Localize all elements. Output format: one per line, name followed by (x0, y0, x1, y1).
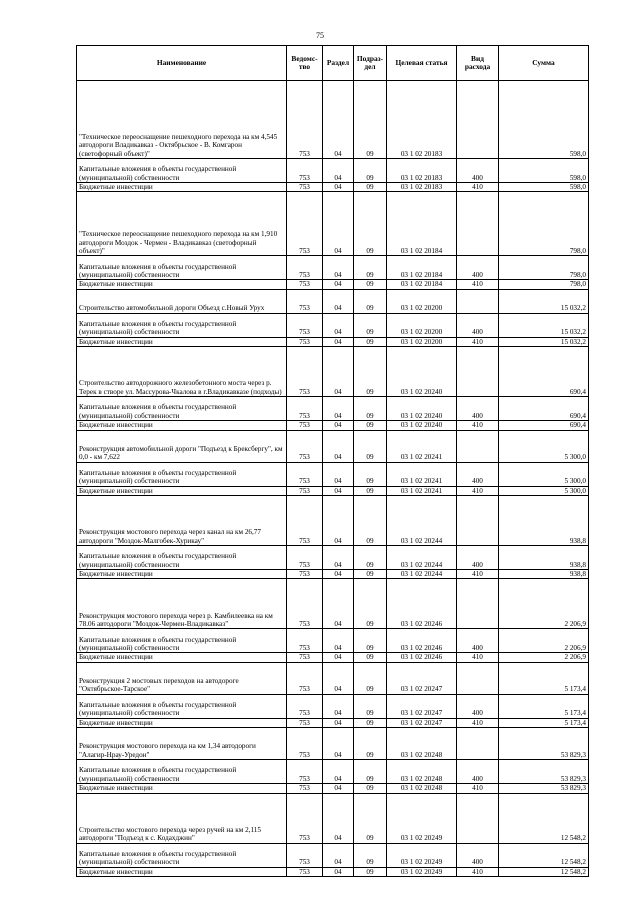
budget-table (76, 45, 589, 877)
row-name: Бюджетные инвестиции (77, 183, 287, 192)
table-row (77, 183, 589, 192)
row-target: 03 1 02 20183 (387, 81, 457, 159)
row-section: 04 (323, 421, 354, 430)
row-sum: 798,0 (499, 280, 589, 289)
row-section: 04 (323, 486, 354, 495)
row-sum: 798,0 (499, 256, 589, 280)
row-dept: 753 (287, 843, 323, 867)
row-sum: 798,0 (499, 192, 589, 256)
row-target: 03 1 02 20200 (387, 289, 457, 313)
row-section: 04 (323, 579, 354, 629)
row-section: 04 (323, 843, 354, 867)
table-row (77, 843, 589, 867)
row-target: 03 1 02 20184 (387, 192, 457, 256)
table-row (77, 867, 589, 876)
row-name: Бюджетные инвестиции (77, 784, 287, 793)
row-subsection: 09 (354, 183, 387, 192)
row-dept: 753 (287, 653, 323, 662)
row-section: 04 (323, 192, 354, 256)
row-target: 03 1 02 20248 (387, 760, 457, 784)
row-sum: 938,8 (499, 570, 589, 579)
row-expense-type (457, 793, 499, 843)
row-name: Бюджетные инвестиции (77, 486, 287, 495)
table-row (77, 546, 589, 570)
table-row (77, 784, 589, 793)
row-sum: 598,0 (499, 183, 589, 192)
row-dept: 753 (287, 629, 323, 653)
row-dept: 753 (287, 662, 323, 694)
row-section: 04 (323, 629, 354, 653)
row-sum: 598,0 (499, 159, 589, 183)
row-dept: 753 (287, 867, 323, 876)
row-subsection: 09 (354, 793, 387, 843)
row-expense-type: 400 (457, 760, 499, 784)
row-name: Бюджетные инвестиции (77, 653, 287, 662)
header-target: Целевая статья (387, 46, 457, 81)
table-row (77, 496, 589, 546)
row-name: Строительство мостового перехода через ручей на км 2,115 автодороги "Подъезд к с. Кодахджин" (77, 793, 287, 843)
table-row (77, 653, 589, 662)
table-row (77, 728, 589, 760)
row-target: 03 1 02 20241 (387, 462, 457, 486)
row-name: Капитальные вложения в объекты государственной (муниципальной) собственности (77, 159, 287, 183)
row-sum: 2 206,9 (499, 579, 589, 629)
row-section: 04 (323, 662, 354, 694)
table-row (77, 192, 589, 256)
table-row (77, 280, 589, 289)
table-row (77, 570, 589, 579)
row-target: 03 1 02 20247 (387, 718, 457, 727)
row-expense-type (457, 579, 499, 629)
header-sum: Сумма (499, 46, 589, 81)
table-row (77, 313, 589, 337)
row-section: 04 (323, 728, 354, 760)
row-target: 03 1 02 20249 (387, 843, 457, 867)
row-target: 03 1 02 20241 (387, 486, 457, 495)
row-name: Строительство автомобильной дороги Объезд с.Новый Урух (77, 289, 287, 313)
row-name: Капитальные вложения в объекты государственной (муниципальной) собственности (77, 256, 287, 280)
row-subsection: 09 (354, 728, 387, 760)
row-target: 03 1 02 20240 (387, 421, 457, 430)
row-sum: 12 548,2 (499, 867, 589, 876)
row-target: 03 1 02 20241 (387, 430, 457, 462)
header-expense-type: Вид расхода (457, 46, 499, 81)
row-name: Бюджетные инвестиции (77, 867, 287, 876)
row-expense-type: 400 (457, 843, 499, 867)
row-expense-type: 400 (457, 397, 499, 421)
row-name: Капитальные вложения в объекты государственной (муниципальной) собственности (77, 694, 287, 718)
row-section: 04 (323, 81, 354, 159)
row-sum: 15 032,2 (499, 313, 589, 337)
row-sum: 5 173,4 (499, 718, 589, 727)
row-expense-type (457, 430, 499, 462)
row-subsection: 09 (354, 867, 387, 876)
row-dept: 753 (287, 421, 323, 430)
row-sum: 690,4 (499, 347, 589, 397)
row-sum: 5 173,4 (499, 662, 589, 694)
row-subsection: 09 (354, 784, 387, 793)
row-name: Реконструкция 2 мостовых переходов на автодороге "Октябрьское-Тарское" (77, 662, 287, 694)
row-section: 04 (323, 784, 354, 793)
row-target: 03 1 02 20247 (387, 694, 457, 718)
row-dept: 753 (287, 728, 323, 760)
row-section: 04 (323, 694, 354, 718)
row-expense-type (457, 192, 499, 256)
row-expense-type: 410 (457, 570, 499, 579)
row-dept: 753 (287, 192, 323, 256)
row-subsection: 09 (354, 421, 387, 430)
row-sum: 5 300,0 (499, 486, 589, 495)
row-dept: 753 (287, 159, 323, 183)
table-row (77, 289, 589, 313)
row-expense-type: 410 (457, 867, 499, 876)
row-expense-type (457, 496, 499, 546)
row-target: 03 1 02 20249 (387, 867, 457, 876)
row-subsection: 09 (354, 570, 387, 579)
row-section: 04 (323, 347, 354, 397)
row-target: 03 1 02 20240 (387, 397, 457, 421)
table-row (77, 81, 589, 159)
row-target: 03 1 02 20183 (387, 159, 457, 183)
row-sum: 5 300,0 (499, 462, 589, 486)
row-expense-type (457, 347, 499, 397)
row-section: 04 (323, 289, 354, 313)
row-sum: 690,4 (499, 397, 589, 421)
row-subsection: 09 (354, 256, 387, 280)
table-row (77, 486, 589, 495)
table-row (77, 793, 589, 843)
row-expense-type (457, 81, 499, 159)
row-section: 04 (323, 793, 354, 843)
row-dept: 753 (287, 347, 323, 397)
row-name: Реконструкция мостового перехода через канал на км 26,77 автодороги "Моздок-Малгобек-Хурикау" (77, 496, 287, 546)
row-subsection: 09 (354, 313, 387, 337)
row-name: Бюджетные инвестиции (77, 421, 287, 430)
row-dept: 753 (287, 570, 323, 579)
row-expense-type: 410 (457, 183, 499, 192)
row-section: 04 (323, 570, 354, 579)
row-subsection: 09 (354, 397, 387, 421)
row-expense-type: 400 (457, 159, 499, 183)
row-expense-type: 410 (457, 718, 499, 727)
row-dept: 753 (287, 784, 323, 793)
row-dept: 753 (287, 183, 323, 192)
row-subsection: 09 (354, 430, 387, 462)
row-name: Капитальные вложения в объекты государственной (муниципальной) собственности (77, 760, 287, 784)
row-expense-type: 410 (457, 337, 499, 346)
row-sum: 53 829,3 (499, 760, 589, 784)
row-sum: 15 032,2 (499, 337, 589, 346)
row-name: Бюджетные инвестиции (77, 337, 287, 346)
row-dept: 753 (287, 397, 323, 421)
row-sum: 12 548,2 (499, 843, 589, 867)
row-name: Капитальные вложения в объекты государственной (муниципальной) собственности (77, 843, 287, 867)
row-dept: 753 (287, 462, 323, 486)
table-row (77, 256, 589, 280)
row-dept: 753 (287, 337, 323, 346)
row-name: Строительство автодорожного железобетонного моста через р. Терек в створе ул. Массурова-Чкалова в г.Владикавказе (подходы) (77, 347, 287, 397)
row-sum: 5 300,0 (499, 430, 589, 462)
table-row (77, 718, 589, 727)
row-target: 03 1 02 20244 (387, 546, 457, 570)
row-expense-type: 400 (457, 694, 499, 718)
row-target: 03 1 02 20248 (387, 784, 457, 793)
row-dept: 753 (287, 313, 323, 337)
row-sum: 53 829,3 (499, 784, 589, 793)
row-target: 03 1 02 20246 (387, 579, 457, 629)
row-target: 03 1 02 20240 (387, 347, 457, 397)
row-sum: 938,8 (499, 546, 589, 570)
row-name: Бюджетные инвестиции (77, 570, 287, 579)
row-dept: 753 (287, 718, 323, 727)
row-target: 03 1 02 20249 (387, 793, 457, 843)
row-subsection: 09 (354, 81, 387, 159)
table-row (77, 662, 589, 694)
row-subsection: 09 (354, 694, 387, 718)
row-section: 04 (323, 159, 354, 183)
row-section: 04 (323, 183, 354, 192)
row-expense-type: 400 (457, 313, 499, 337)
row-target: 03 1 02 20244 (387, 570, 457, 579)
row-subsection: 09 (354, 289, 387, 313)
row-target: 03 1 02 20244 (387, 496, 457, 546)
row-expense-type (457, 289, 499, 313)
row-dept: 753 (287, 430, 323, 462)
row-section: 04 (323, 430, 354, 462)
table-row (77, 430, 589, 462)
row-expense-type: 410 (457, 486, 499, 495)
row-dept: 753 (287, 793, 323, 843)
row-section: 04 (323, 313, 354, 337)
header-name: Наименование (77, 46, 287, 81)
table-row (77, 760, 589, 784)
row-sum: 690,4 (499, 421, 589, 430)
row-name: Реконструкция мостового перехода на км 1,34 автодороги "Алагир-Нрау-Уредон" (77, 728, 287, 760)
row-target: 03 1 02 20183 (387, 183, 457, 192)
row-section: 04 (323, 760, 354, 784)
row-dept: 753 (287, 486, 323, 495)
row-dept: 753 (287, 496, 323, 546)
row-name: "Техническое переоснащение пешеходного перехода на км 4,545 автодороги Владикавказ - Октябрьское - В. Комгарон (светофорный объект)" (77, 81, 287, 159)
row-name: Бюджетные инвестиции (77, 718, 287, 727)
row-name: Реконструкция автомобильной дороги "Подъезд к Брексбергу", км 0,0 - км 7,622 (77, 430, 287, 462)
row-subsection: 09 (354, 662, 387, 694)
row-expense-type: 400 (457, 546, 499, 570)
row-subsection: 09 (354, 486, 387, 495)
row-section: 04 (323, 256, 354, 280)
row-subsection: 09 (354, 462, 387, 486)
table-row (77, 159, 589, 183)
page-number: 75 (316, 31, 324, 40)
row-sum: 598,0 (499, 81, 589, 159)
row-expense-type: 410 (457, 653, 499, 662)
row-section: 04 (323, 546, 354, 570)
row-sum: 15 032,2 (499, 289, 589, 313)
row-section: 04 (323, 280, 354, 289)
table-row (77, 347, 589, 397)
row-subsection: 09 (354, 496, 387, 546)
row-target: 03 1 02 20247 (387, 662, 457, 694)
row-target: 03 1 02 20246 (387, 629, 457, 653)
row-subsection: 09 (354, 629, 387, 653)
row-sum: 938,8 (499, 496, 589, 546)
row-subsection: 09 (354, 347, 387, 397)
row-expense-type: 410 (457, 784, 499, 793)
row-dept: 753 (287, 579, 323, 629)
table-header-row (77, 46, 589, 81)
row-sum: 2 206,9 (499, 653, 589, 662)
row-name: Капитальные вложения в объекты государственной (муниципальной) собственности (77, 546, 287, 570)
row-target: 03 1 02 20184 (387, 256, 457, 280)
table-row (77, 629, 589, 653)
header-subsection: Подраз-дел (354, 46, 387, 81)
row-sum: 12 548,2 (499, 793, 589, 843)
row-expense-type: 400 (457, 629, 499, 653)
row-section: 04 (323, 496, 354, 546)
row-expense-type (457, 662, 499, 694)
row-name: "Техническое переоснащение пешеходного перехода на км 1,910 автодороги Моздок - Чермен - Владикавказ (светофорный объект)" (77, 192, 287, 256)
table-row (77, 694, 589, 718)
table-row (77, 337, 589, 346)
row-sum: 53 829,3 (499, 728, 589, 760)
row-sum: 2 206,9 (499, 629, 589, 653)
row-section: 04 (323, 867, 354, 876)
row-name: Капитальные вложения в объекты государственной (муниципальной) собственности (77, 397, 287, 421)
row-target: 03 1 02 20184 (387, 280, 457, 289)
row-target: 03 1 02 20200 (387, 313, 457, 337)
row-name: Бюджетные инвестиции (77, 280, 287, 289)
header-dept: Ведомс-тво (287, 46, 323, 81)
row-expense-type: 400 (457, 256, 499, 280)
row-expense-type: 410 (457, 280, 499, 289)
row-subsection: 09 (354, 760, 387, 784)
row-dept: 753 (287, 760, 323, 784)
row-subsection: 09 (354, 280, 387, 289)
row-subsection: 09 (354, 337, 387, 346)
table-row (77, 579, 589, 629)
row-subsection: 09 (354, 653, 387, 662)
row-name: Капитальные вложения в объекты государственной (муниципальной) собственности (77, 629, 287, 653)
row-dept: 753 (287, 280, 323, 289)
row-subsection: 09 (354, 843, 387, 867)
row-subsection: 09 (354, 579, 387, 629)
row-subsection: 09 (354, 159, 387, 183)
table-row (77, 462, 589, 486)
row-dept: 753 (287, 694, 323, 718)
row-expense-type: 410 (457, 421, 499, 430)
header-section: Раздел (323, 46, 354, 81)
row-section: 04 (323, 462, 354, 486)
row-target: 03 1 02 20246 (387, 653, 457, 662)
row-section: 04 (323, 397, 354, 421)
row-target: 03 1 02 20200 (387, 337, 457, 346)
row-subsection: 09 (354, 546, 387, 570)
row-subsection: 09 (354, 718, 387, 727)
row-section: 04 (323, 718, 354, 727)
row-section: 04 (323, 337, 354, 346)
row-expense-type (457, 728, 499, 760)
row-sum: 5 173,4 (499, 694, 589, 718)
row-expense-type: 400 (457, 462, 499, 486)
row-dept: 753 (287, 256, 323, 280)
row-dept: 753 (287, 546, 323, 570)
row-subsection: 09 (354, 192, 387, 256)
row-name: Капитальные вложения в объекты государственной (муниципальной) собственности (77, 462, 287, 486)
row-target: 03 1 02 20248 (387, 728, 457, 760)
row-section: 04 (323, 653, 354, 662)
row-name: Реконструкция мостового перехода через р. Камбилеевка на км 78.06 автодороги "Моздок-Чермен-Владикавказ" (77, 579, 287, 629)
table-row (77, 397, 589, 421)
table-row (77, 421, 589, 430)
row-dept: 753 (287, 289, 323, 313)
row-dept: 753 (287, 81, 323, 159)
row-name: Капитальные вложения в объекты государственной (муниципальной) собственности (77, 313, 287, 337)
